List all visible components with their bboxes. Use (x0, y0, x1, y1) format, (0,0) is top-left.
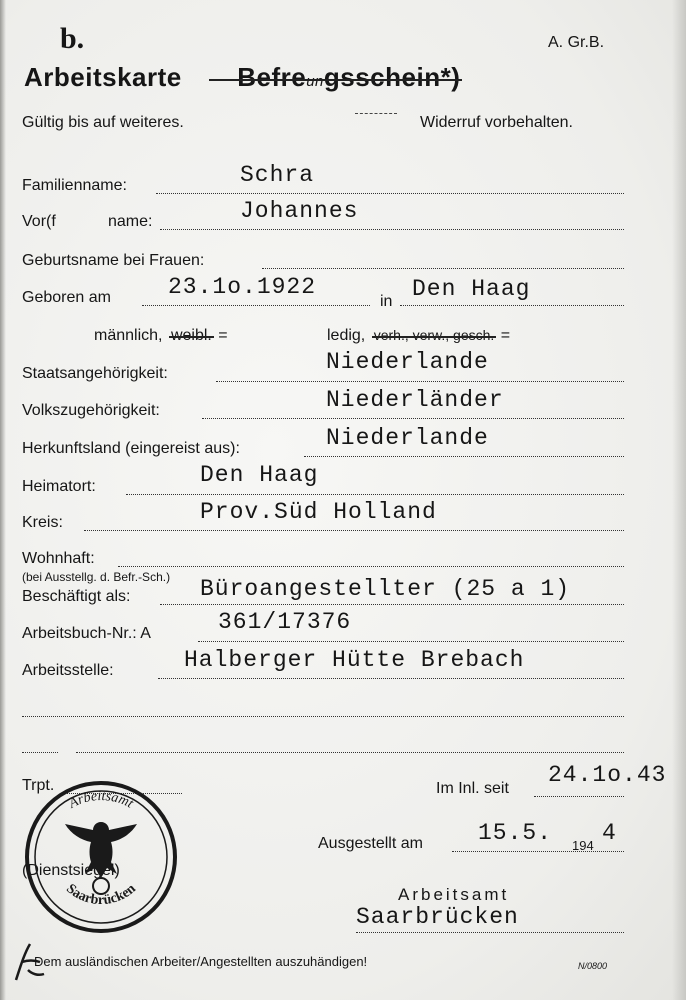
card-left-shadow (0, 0, 6, 1000)
geburtsname-line (262, 268, 624, 269)
struck-title-a: Befre (237, 62, 307, 92)
herkunft-label: Herkunftsland (eingereist aus): (22, 440, 240, 457)
seal-ring-bottom-text: Saarbrücken (63, 881, 139, 909)
wohnhaft-label: Wohnhaft: (22, 550, 95, 567)
geboren-value: 23.1o.1922 (168, 274, 317, 300)
maennlich-text: männlich, (94, 327, 163, 344)
familienname-label: Familienname: (22, 177, 127, 194)
geboren-label: Geboren am (22, 289, 111, 306)
handover-notice: Dem ausländischen Arbeiter/Angestellten auszuhändigen! (34, 954, 368, 969)
staat-value: Niederlande (326, 349, 489, 375)
seal-label: (Dienstsiegel) (22, 862, 120, 879)
struck-title (211, 62, 460, 92)
seal-ring-top-text: Arbeitsamt (66, 788, 136, 812)
beschaeftigt-value: Büroangestellter (25 a 1) (200, 576, 571, 602)
arbeitsbuch-label: Arbeitsbuch-Nr.: A (22, 625, 151, 642)
wohnhaft-line (118, 566, 624, 567)
kreis-label: Kreis: (22, 514, 63, 531)
blank-line-1 (22, 716, 624, 717)
heimatort-label: Heimatort: (22, 478, 96, 495)
ausgestellt-day: 15.5. (478, 820, 553, 846)
inland-line (534, 796, 624, 797)
trpt-label: Trpt. (22, 777, 55, 794)
eagle-emblem (65, 822, 137, 894)
form-code-text: A. Gr.B. (548, 34, 605, 51)
inland-value: 24.1o.43 (548, 762, 667, 788)
geburtsort-value: Den Haag (412, 276, 531, 302)
heimatort-line (126, 494, 624, 495)
vorname-line (160, 229, 624, 230)
ausgestellt-year-a: 194 (572, 838, 594, 853)
struck-title-b: gsschein*) (323, 62, 461, 92)
card-title (24, 62, 460, 93)
geburtsname-label: Geburtsname bei Frauen: (22, 252, 205, 269)
geburtsort-line (400, 305, 624, 306)
vorname-label-a: Vor(f (22, 213, 56, 230)
heimatort-value: Den Haag (200, 462, 319, 488)
blank-line-2b (76, 752, 624, 753)
print-code: N/0800 (578, 961, 608, 971)
kreis-line (84, 530, 624, 531)
title-arbeitskarte: Arbeitskarte (24, 62, 182, 92)
ledig-text: ledig, (327, 327, 366, 344)
corner-mark: b. (60, 22, 85, 55)
header-dash-mark (355, 113, 397, 114)
validity-text: Gültig bis auf weiteres. (22, 114, 184, 131)
arbeitsstelle-line (158, 678, 624, 679)
herkunft-value: Niederlande (326, 425, 489, 451)
herkunft-line (304, 456, 624, 457)
geboren-line (142, 305, 370, 306)
ausgestellt-year-b: 4 (602, 820, 617, 846)
wohnhaft-note: (bei Ausstellg. d. Befr.-Sch.) (22, 570, 171, 584)
form-code (548, 34, 604, 52)
vorname-value: Johannes (240, 198, 359, 224)
office-place: Saarbrücken (356, 904, 519, 930)
sex-options: männlich, weibl. = (94, 327, 228, 344)
volk-value: Niederländer (326, 387, 504, 413)
volk-line (202, 418, 624, 419)
struck-title-overwrite: un (306, 73, 324, 90)
volk-label: Volkszugehörigkeit: (22, 402, 160, 419)
arbeitsbuch-line (198, 641, 624, 642)
blank-line-2a (22, 752, 58, 753)
kreis-value: Prov.Süd Holland (200, 499, 437, 525)
staat-line (216, 381, 624, 382)
vorname-label-b: name: (108, 213, 153, 230)
arbeitsstelle-value: Halberger Hütte Brebach (184, 647, 525, 673)
marital-options: ledig, verh., verw., gesch. = (327, 327, 511, 344)
revocation-text: Widerruf vorbehalten. (420, 114, 573, 131)
familienname-line (156, 193, 624, 194)
staat-label: Staatsangehörigkeit: (22, 365, 168, 382)
beschaeftigt-label: Beschäftigt als: (22, 588, 131, 605)
ausgestellt-line (452, 851, 624, 852)
arbeitsstelle-label: Arbeitsstelle: (22, 662, 114, 679)
office-line (356, 932, 624, 933)
inland-label: Im Inl. seit (436, 780, 509, 797)
beschaeftigt-line (160, 604, 624, 605)
familienname-value: Schra (240, 162, 315, 188)
office-label: Arbeitsamt (398, 885, 510, 904)
in-label: in (380, 293, 393, 310)
arbeitsbuch-value: 361/17376 (218, 609, 352, 635)
verh-struck: verh., verw., gesch. (373, 327, 495, 343)
card-right-shadow (672, 0, 686, 1000)
weibl-struck: weibl. (170, 327, 212, 344)
office-seal (22, 778, 180, 936)
ausgestellt-label: Ausgestellt am (318, 835, 423, 852)
